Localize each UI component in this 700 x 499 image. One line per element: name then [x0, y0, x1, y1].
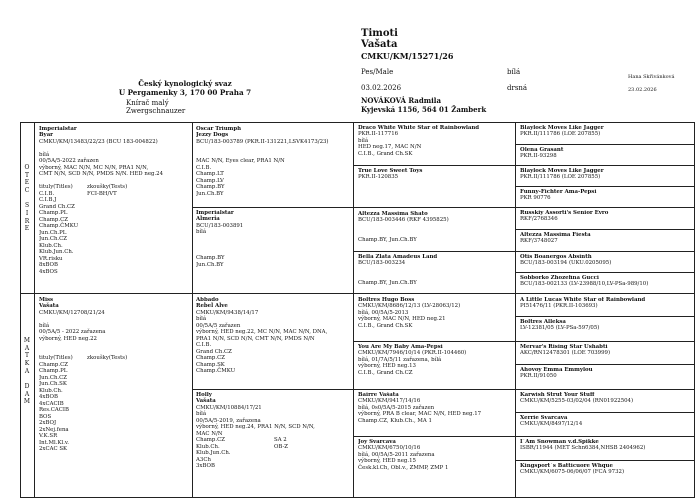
sire-title: Imperialstar [39, 126, 77, 132]
sire-title-item: C.I.B. [39, 190, 55, 197]
grid-gen2-line-1 [192, 207, 353, 208]
grid-gen3-line-4 [353, 341, 515, 342]
dam-tests-head: zkoušky(Tests) [87, 355, 128, 362]
dam-cell [39, 297, 189, 495]
sire-cell [39, 126, 189, 291]
sire-line: CMT N/N, SCD N/N, PMDS N/N. HED neg.24 [39, 171, 164, 178]
club-name: Český kynologický svaz [138, 79, 232, 88]
dam-side-label: M A T K A D A M [23, 337, 31, 406]
dam-title: Miss [39, 297, 54, 303]
gen3-cell-6: You Are My Baby Ama-Pepsi CMKU/KM/7946/10/14 (PKR.II-104460) bílá, 01/7A/5/11 zařazena, bílá výborný, HED neg.13 C.I.B., Grand Ch.CZ [358, 344, 467, 376]
owner-name: NOVÁKOVÁ Radmila [361, 96, 441, 105]
grid-gen4-line-1 [515, 144, 694, 145]
grid-gen3-line-2 [353, 207, 515, 208]
grid-gen3-line-1 [353, 165, 515, 166]
grid-gen4-line-3 [515, 186, 694, 187]
gen4-cell-4: Funny-Fichter Ama-Pepsi PKR 90776 [520, 189, 597, 202]
sire-title-item: C.I.B.J [39, 197, 57, 204]
dog-name-block [361, 28, 398, 50]
grid-gen3-line-3 [353, 251, 515, 252]
grid-gen4-line-5 [515, 229, 694, 230]
grid-gen4-line-6 [515, 251, 694, 252]
gen2-cell-2: Imperialstar Almeria BCU/183-003891 bílá Champ.BY Jun.Ch.BY [196, 210, 244, 268]
issue-date: 23.02.2026 [628, 87, 657, 93]
sire-tests-head: zkoušky(Tests) [87, 184, 128, 191]
grid-gen4-line-8 [515, 316, 694, 317]
gen3-cell-1: Draco White White Star of Rainbowland PKR.II-117716 bílá HED neg.17, MAC N/N C.I.B., Grand Ch.SK [358, 125, 480, 157]
dam-title-item: Jun.Ch.SK [39, 381, 67, 388]
gen2-cell-4: Holly Vašata CMKU/KM/10884/17/21 bílá 00/5A/5-2019, zařazena výborný, HED neg.24, PRA1 N/N, SCD N/N, MAC N/N Champ.CZ Klub.Ch. Klub.Jun.Ch. A3Ch 3xBOB SA 2 OB-Z [196, 392, 315, 470]
gen3-cell-7: Bairre Vašata CMKU/KM/9417/14/16 bílá, 0s0/5A/5-2015 zařazen výborný, PRA B clear, MAC N/N, HED neg.17 Champ.CZ, Klub.Ch., MA 1 [358, 392, 482, 424]
gen3-cell-5: Boltres Hugo Boss CMKU/KM/8686/12/13 (LV-28063/12) bílá, 00/5A/5-2013 výborný, MAC N/N, HED neg.21 C.I.B., Grand Ch.SK [358, 297, 461, 329]
dog-hair: drsná [507, 84, 528, 92]
dam-title-item: 2xCAC SK [39, 446, 68, 453]
grid-gen4-line-13 [515, 436, 694, 437]
dam-title-item: V.K.SR [39, 433, 58, 440]
dam-name: Vašata [39, 303, 59, 310]
grid-col4-line [515, 122, 516, 498]
sire-title-item: Klub.Ch. [39, 242, 63, 249]
sire-reg: CMKU/KM/13483/22/23 (BCU 183-004822) [39, 138, 158, 145]
grid-bottom-line [20, 497, 694, 498]
grid-gen4-line-14 [515, 460, 694, 461]
sire-title-item: Jun.Ch.CZ [39, 236, 67, 243]
dam-title-item: Champ.PL [39, 368, 68, 375]
grid-gen4-line-2 [515, 165, 694, 166]
sire-side-label: O T E C S I R E [24, 164, 30, 233]
club-address: U Pergamenky 3, 170 00 Praha 7 [118, 88, 252, 97]
sire-title-item: Champ.ČMKU [39, 223, 79, 230]
dog-name: Timoti [361, 28, 398, 39]
gen4-cell-2: Olena Grasant PKR.II-93298 [520, 147, 564, 160]
dog-kennel: Vašata [361, 39, 398, 50]
club-block [110, 79, 260, 97]
gen3-cell-8: Joy Švarcava CMKU/KM/6750/10/16 bílá, 00/5A/5-2011 zařazena výborný, HED neg.15 Česk.kl.Ch, Obl.v., ZMMP, ZMP 1 [358, 439, 449, 471]
sire-title-item: Grand Ch.CZ [39, 203, 75, 210]
gen4-cell-14: Xerrie Švarcava CMKU/KM/8497/12/14 [520, 415, 583, 428]
gen4-cell-16: Kingsport´s Batticuore Whque CMKU/KM/6075-06/06/07 (FCA 9732) [520, 463, 625, 476]
gen3-cell-3: Altezza Massima Shato BCU/183-003446 (RKF 4395825) Champ.BY, Jun.Ch.BY [358, 211, 449, 243]
gen4-cell-6: Altezza Massima Fiesta RKF/3748027 [520, 232, 591, 245]
sire-title-item: Champ.PL [39, 210, 68, 217]
dam-title-item: 4xBOB [39, 394, 58, 401]
dam-line: bílá [39, 322, 50, 329]
grid-gen4-line-10 [515, 364, 694, 365]
owner-address: Kyjevská 1156, 564 01 Žamberk [361, 105, 487, 114]
gen3-cell-2: True Love Sweet Toys PKR.II-120835 [358, 168, 423, 181]
gen4-cell-5: Russkiy Assorti's Senior Evro RKF/2768346 [520, 210, 609, 223]
sire-line: výborný, MAC N/N, MC N/N, PRA1 N/N, [39, 164, 149, 171]
dam-title-item: Res.CACIB [39, 407, 69, 414]
sire-name: Byar [39, 132, 54, 139]
grid-right-line [694, 122, 695, 498]
grid-label-line [34, 122, 35, 498]
dam-title-item: 4xCACIB [39, 400, 64, 407]
dam-title-item: Int.Ml.Kl.v. [39, 439, 70, 446]
dog-registration: CMKU/KM/15271/26 [361, 51, 454, 61]
dam-title-item: BOS [39, 413, 52, 420]
grid-gen3-line-5 [353, 389, 515, 390]
sire-line: bílá [39, 151, 50, 158]
grid-top-line [20, 122, 694, 123]
dam-line: výborný, HED neg.22 [39, 335, 97, 342]
dam-title-item: Klub.Ch. [39, 387, 63, 394]
grid-col3-line [353, 122, 354, 498]
signature: Hana Skřivánková [628, 74, 675, 80]
grid-gen4-line-11 [515, 389, 694, 390]
gen4-cell-9: A Little Lucas White Star of Rainbowland PI51476/11 (PKR.II-103693) [520, 297, 646, 310]
grid-gen2-line-2 [192, 389, 353, 390]
grid-gen4-line-12 [515, 412, 694, 413]
dam-line: 00/5A/5 - 2022 zařazena [39, 329, 106, 336]
dog-birth-date: 03.02.2026 [361, 84, 402, 92]
gen2-cell-1: Oscar Triumph Jezzy Dogs BCU/183-003789 (PKR.II-131221,LSVK4173/23) MAC N/N, Eyes clear, PRA1 N/N C.I.B. Champ.LT Champ.LV Champ.BY Jun.Ch.BY [196, 126, 329, 197]
sire-title-item: 4xBOS [39, 268, 58, 275]
dam-titles-head: tituly(Titles) [39, 355, 73, 362]
grid-col2-line [192, 122, 193, 498]
sire-title-item: Klub.Jun.Ch. [39, 249, 74, 256]
gen4-cell-12: Ahovoy Emma Emmylou PKR.II/91050 [520, 367, 593, 380]
dog-sex: Pes/Male [361, 68, 394, 76]
grid-gen4-line-4 [515, 207, 694, 208]
sire-line: 00/5A/5-2022 zařazen [39, 158, 99, 165]
sire-title-item: VR.risku [39, 255, 63, 262]
gen3-cell-4: Bella Zlata Amadeus Land BCU/183-003234 Champ.BY, Jun.Ch.BY [358, 254, 438, 286]
dam-title-item: Jun.Ch.CZ [39, 374, 67, 381]
gen4-cell-10: Boltres Alleksa LV-12381/05 (LV-PSa-597/05) [520, 319, 600, 332]
breed-cz: Knírač malý [126, 99, 169, 107]
gen2-cell-3: Abbado Rebel Alve CMKU/KM/9438/14/17 bílá 00/5A/5 zařazen výborný, HED neg.22, MC N/N, MAC N/N, DNA, PRA1 N/N, SCD N/N, CMT N/N, PMDS N/N C.I.B. Grand Ch.CZ Champ.CZ Champ.SK Champ.ČMKU [196, 297, 328, 375]
dam-reg: CMKU/KM/12708/21/24 [39, 309, 105, 316]
grid-gen4-line-9 [515, 341, 694, 342]
dam-title-item: 2xNej.fena [39, 426, 69, 433]
grid-gen4-line-7 [515, 272, 694, 273]
gen4-cell-13: Karwish Strut Your Stuff CMKU/KM/5255-03/02/04 (RN01922504) [520, 392, 634, 405]
sire-titles-head: tituly(Titles) [39, 184, 73, 191]
sire-title-item: Jun.Ch.PL [39, 229, 67, 236]
gen4-cell-8: Sobborko Zhozefina Gucci BCU/183-002133 (LV-23988/10,LV-PSa-989/10) [520, 275, 649, 288]
dam-title-item: Champ.CZ [39, 361, 68, 368]
gen4-cell-3: Blaylock Moves Like Jagger PKR.II/111786 (LOE 207855) [520, 168, 604, 181]
sire-test-item: FCI-BH/VT [87, 190, 117, 197]
grid-middle-line [20, 293, 694, 294]
gen4-cell-15: I´Am Snowman v.d.Spikke ISBR/11944 (MET Schn6384,NHSB 2404962) [520, 439, 646, 452]
sire-title-item: Champ.CZ [39, 216, 68, 223]
breed-de: Zwergschnauzer [126, 107, 186, 115]
sire-title-item: 8xBOB [39, 262, 58, 269]
grid-gen3-line-6 [353, 436, 515, 437]
gen4-cell-7: Otis Boanergos Absinth BCU/183-003194 (UKU.0205095) [520, 254, 612, 267]
gen4-cell-1: Blaylock Moves Like Jagger PKR.II/111786 (LOE 207855) [520, 125, 604, 138]
gen4-cell-11: Mervar's Rising Star Ushabti AKC/RN12478301 (LOE 703999) [520, 344, 611, 357]
dam-title-item: 2xBOJ [39, 420, 57, 427]
dog-color: bílá [507, 68, 521, 76]
